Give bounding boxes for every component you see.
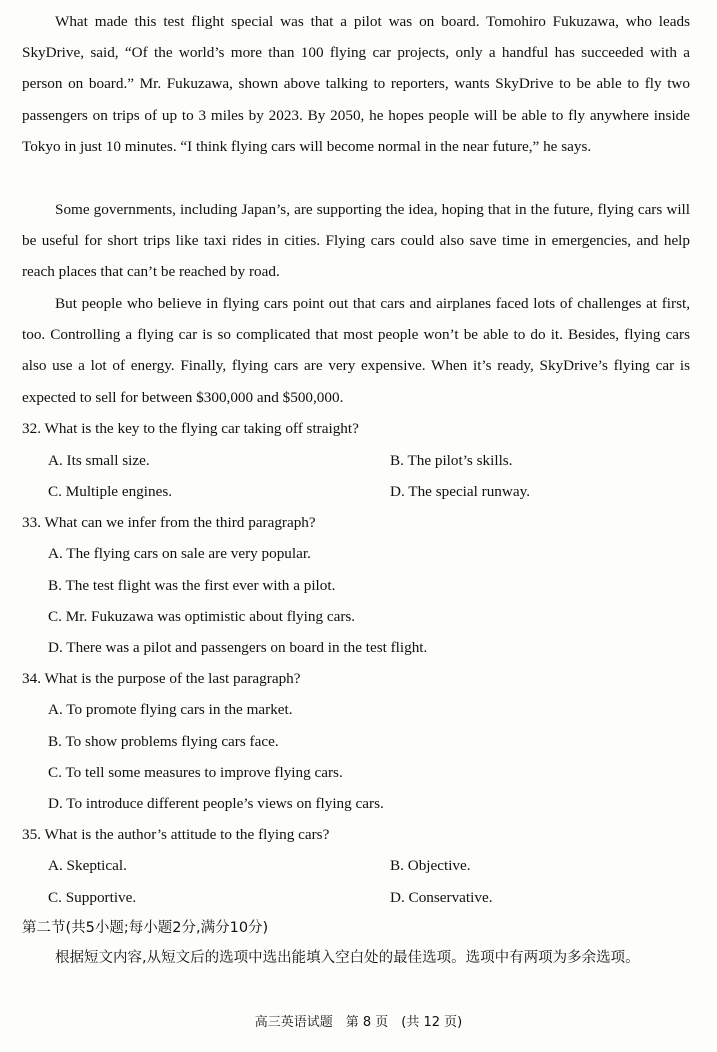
section-2-instruction: 根据短文内容,从短文后的选项中选出能填入空白处的最佳选项。选项中有两项为多余选项。 xyxy=(55,950,640,966)
question-35-option-c: C. Supportive. xyxy=(48,889,137,906)
question-32-option-c: C. Multiple engines. xyxy=(48,483,173,500)
question-35-option-a: A. Skeptical. xyxy=(48,857,127,874)
question-32-option-d: D. The special runway. xyxy=(390,483,531,500)
question-34-stem: 34. What is the purpose of the last paragraph? xyxy=(22,670,301,687)
question-32-stem: 32. What is the key to the flying car taking off straight? xyxy=(22,420,359,437)
page-footer: 高三英语试题 第 8 页 (共 12 页) xyxy=(254,1015,463,1030)
question-33-stem: 33. What can we infer from the third paragraph? xyxy=(22,514,316,531)
question-32-option-b: B. The pilot’s skills. xyxy=(390,452,513,469)
question-34-option-d: D. To introduce different people’s views on flying cars. xyxy=(48,795,384,812)
question-33-option-d: D. There was a pilot and passengers on board in the test flight. xyxy=(48,639,428,656)
passage-paragraph-1: What made this test flight special was that a pilot was on board. Tomohiro Fukuzawa, who leads SkyDrive, said, “Of the world’s more than 100 flying car projects, only a handful has succeeded with a person on board.” Mr. Fukuzawa, shown above talking to reporters, wants SkyDrive to be able to fly two passengers on trips of up to 3 miles by 2023. By 2050, he hopes people will be able to fly anywhere inside Tokyo in just 10 minutes. “I think flying cars will become normal in the near future,” he says. xyxy=(22,13,690,155)
question-33-option-a: A. The flying cars on sale are very popular. xyxy=(48,545,311,562)
question-34-option-c: C. To tell some measures to improve flying cars. xyxy=(48,764,343,781)
question-35-stem: 35. What is the author’s attitude to the flying cars? xyxy=(22,826,330,843)
question-34-option-a: A. To promote flying cars in the market. xyxy=(48,701,293,718)
question-35-option-b: B. Objective. xyxy=(390,857,471,874)
section-2-heading: 第二节(共5小题;每小题2分,满分10分) xyxy=(22,920,269,936)
passage-paragraph-2: Some governments, including Japan’s, are supporting the idea, hoping that in the future, flying cars will be useful for short trips like taxi rides in cities. Flying cars could also save time in emergencies, and help reach places that can’t be reached by road. xyxy=(22,201,690,281)
passage-paragraph-3: But people who believe in flying cars point out that cars and airplanes faced lots of challenges at first, too. Controlling a flying car is so complicated that most people won’t be able to do it. Besides, flying cars also use a lot of energy. Finally, flying cars are very expensive. When it’s ready, SkyDrive’s flying car is expected to sell for between $300,000 and $500,000. xyxy=(22,295,690,406)
question-33-option-c: C. Mr. Fukuzawa was optimistic about flying cars. xyxy=(48,608,356,625)
question-33-option-b: B. The test flight was the first ever with a pilot. xyxy=(48,577,336,594)
question-32-option-a: A. Its small size. xyxy=(48,452,150,469)
question-35-option-d: D. Conservative. xyxy=(390,889,493,906)
question-34-option-b: B. To show problems flying cars face. xyxy=(48,733,279,750)
